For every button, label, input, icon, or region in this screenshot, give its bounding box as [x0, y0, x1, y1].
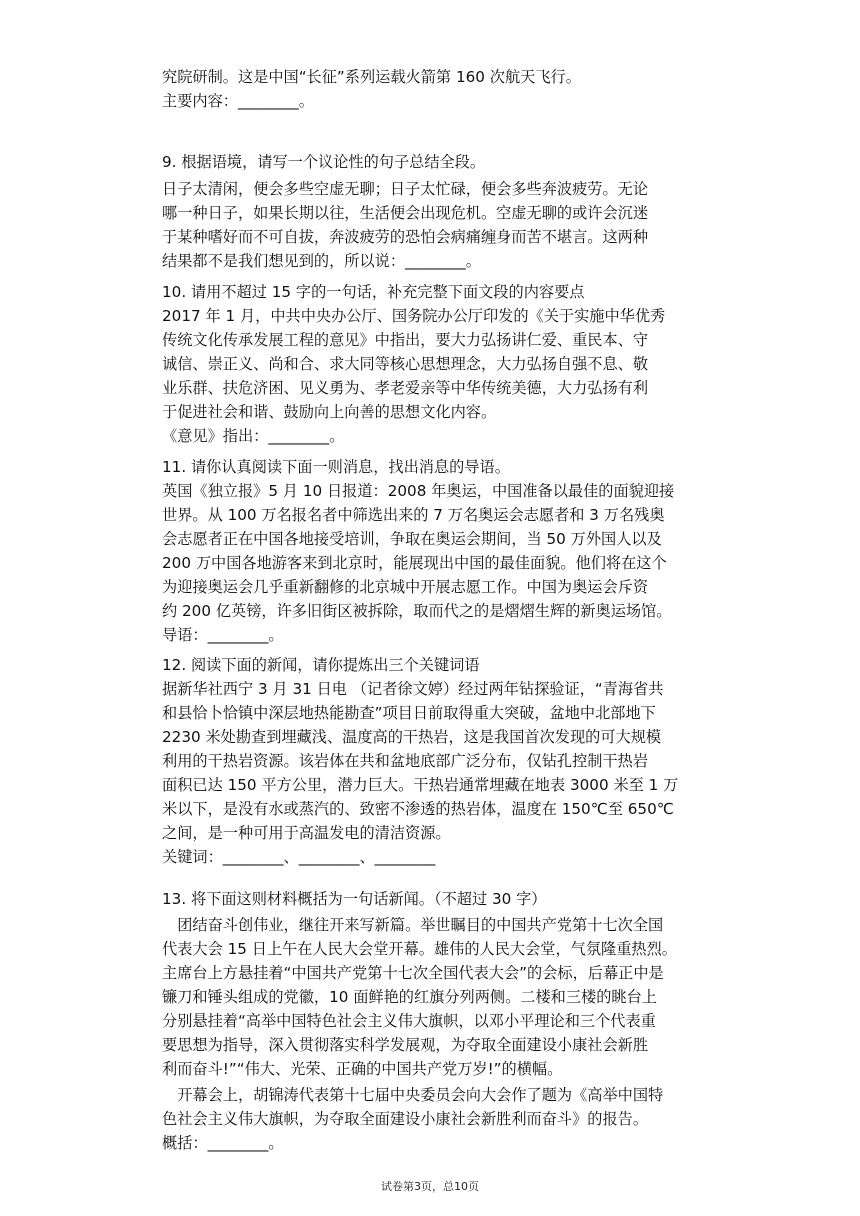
text-line: 13. 将下面这则材料概括为一句话新闻。（不超过 30 字） — [162, 890, 547, 908]
text-line: 哪一种日子，如果长期以往，生活便会出现危机。空虚无聊的或许会沉迷 — [162, 204, 648, 222]
text-line: 日子太清闲，便会多些空虚无聊；日子太忙碌，便会多些奔波疲劳。无论 — [162, 180, 648, 198]
text-line: 据新华社西宁 3 月 31 日电 （记者徐文婷）经过两年钻探验证，“青海省共 — [162, 680, 664, 698]
text-line: 传统文化传承发展工程的意见》中指出，要大力弘扬讲仁爱、重民本、守 — [162, 331, 648, 349]
text-line: 和县恰卜恰镇中深层地热能勘查”项目日前取得重大突破，盆地中北部地下 — [162, 704, 656, 722]
page-footer: 试卷第3页，总10页 — [381, 1180, 479, 1193]
text-line: 主席台上方悬挂着“中国共产党第十七次全国代表大会”的会标，后幕正中是 — [162, 964, 664, 982]
text-line: 《意见》指出：________。 — [162, 427, 345, 445]
text-line: 之间，是一种可用于高温发电的清洁资源。 — [162, 824, 451, 842]
text-line: 概括：________。 — [162, 1134, 284, 1152]
text-line: 利用的干热岩资源。该岩体在共和盆地底部广泛分布，仅钻孔控制干热岩 — [162, 752, 648, 770]
text-line: 英国《独立报》5 月 10 日报道：2008 年奥运，中国准备以最佳的面貌迎接 — [162, 482, 675, 500]
text-line: 200 万中国各地游客来到北京时，能展现出中国的最佳面貌。他们将在这个 — [162, 554, 667, 572]
text-line: 究院研制。这是中国“长征”系列运载火箭第 160 次航天飞行。 — [162, 68, 581, 86]
text-line: 面积已达 150 平方公里，潜力巨大。干热岩通常埋藏在地表 3000 米至 1 万 — [162, 776, 679, 794]
text-line: 要思想为指导，深入贯彻落实科学发展观，为夺取全面建设小康社会新胜 — [162, 1036, 648, 1054]
text-line: 结果都不是我们想见到的，所以说：________。 — [162, 252, 481, 270]
text-line: 2230 米处勘查到埋藏浅、温度高的干热岩，这是我国首次发现的可大规模 — [162, 728, 662, 746]
text-line: 于促进社会和谐、鼓励向上向善的思想文化内容。 — [162, 403, 497, 421]
text-line: 导语：________。 — [162, 626, 284, 644]
text-line: 米以下，是没有水或蒸汽的、致密不渗透的热岩体，温度在 150℃至 650℃ — [162, 800, 674, 818]
text-line: 利而奋斗!”“伟大、光荣、正确的中国共产党万岁!”的横幅。 — [162, 1060, 563, 1078]
text-line: 10. 请用不超过 15 字的一句话，补充完整下面文段的内容要点 — [162, 283, 585, 301]
text-line: 2017 年 1 月，中共中央办公厅、国务院办公厅印发的《关于实施中华优秀 — [162, 307, 666, 325]
text-line: 9. 根据语境，请写一个议论性的句子总结全段。 — [162, 153, 486, 171]
text-line: 约 200 亿英镑，许多旧街区被拆除，取而代之的是熠熠生辉的新奥运场馆。 — [162, 602, 672, 620]
text-line: 11. 请你认真阅读下面一则消息，找出消息的导语。 — [162, 458, 510, 476]
text-line: 色社会主义伟大旗帜，为夺取全面建设小康社会新胜利而奋斗》的报告。 — [162, 1110, 648, 1128]
text-line: 代表大会 15 日上午在人民大会堂开幕。雄伟的人民大会堂，气氛隆重热烈。 — [162, 940, 677, 958]
text-line: 于某种嗜好而不可自拔，奔波疲劳的恐怕会病痛缠身而苦不堪言。这两种 — [162, 228, 648, 246]
text-line: 世界。从 100 万名报名者中筛选出来的 7 万名奥运会志愿者和 3 万名残奥 — [162, 506, 665, 524]
text-line: 镰刀和锤头组成的党徽，10 面鲜艳的红旗分列两侧。二楼和三楼的眺台上 — [162, 988, 657, 1006]
text-line: 分别悬挂着“高举中国特色社会主义伟大旗帜，以邓小平理论和三个代表重 — [162, 1012, 656, 1030]
text-line: 会志愿者正在中国各地接受培训，争取在奥运会期间，当 50 万外国人以及 — [162, 530, 662, 548]
text-line: 团结奋斗创伟业，继往开来写新篇。举世瞩目的中国共产党第十七次全国 — [162, 916, 664, 934]
text-line: 开幕会上，胡锦涛代表第十七届中央委员会向大会作了题为《高举中国特 — [162, 1086, 664, 1104]
text-line: 关键词：________、________、________ — [162, 848, 436, 866]
text-line: 主要内容：________。 — [162, 92, 314, 110]
text-line: 12. 阅读下面的新闻，请你提炼出三个关键词语 — [162, 656, 480, 674]
text-line: 为迎接奥运会几乎重新翻修的北京城中开展志愿工作。中国为奥运会斥资 — [162, 578, 648, 596]
text-line: 业乐群、扶危济困、见义勇为、孝老爱亲等中华传统美德，大力弘扬有利 — [162, 379, 648, 397]
text-line: 诚信、崇正义、尚和合、求大同等核心思想理念，大力弘扬自强不息、敬 — [162, 355, 648, 373]
